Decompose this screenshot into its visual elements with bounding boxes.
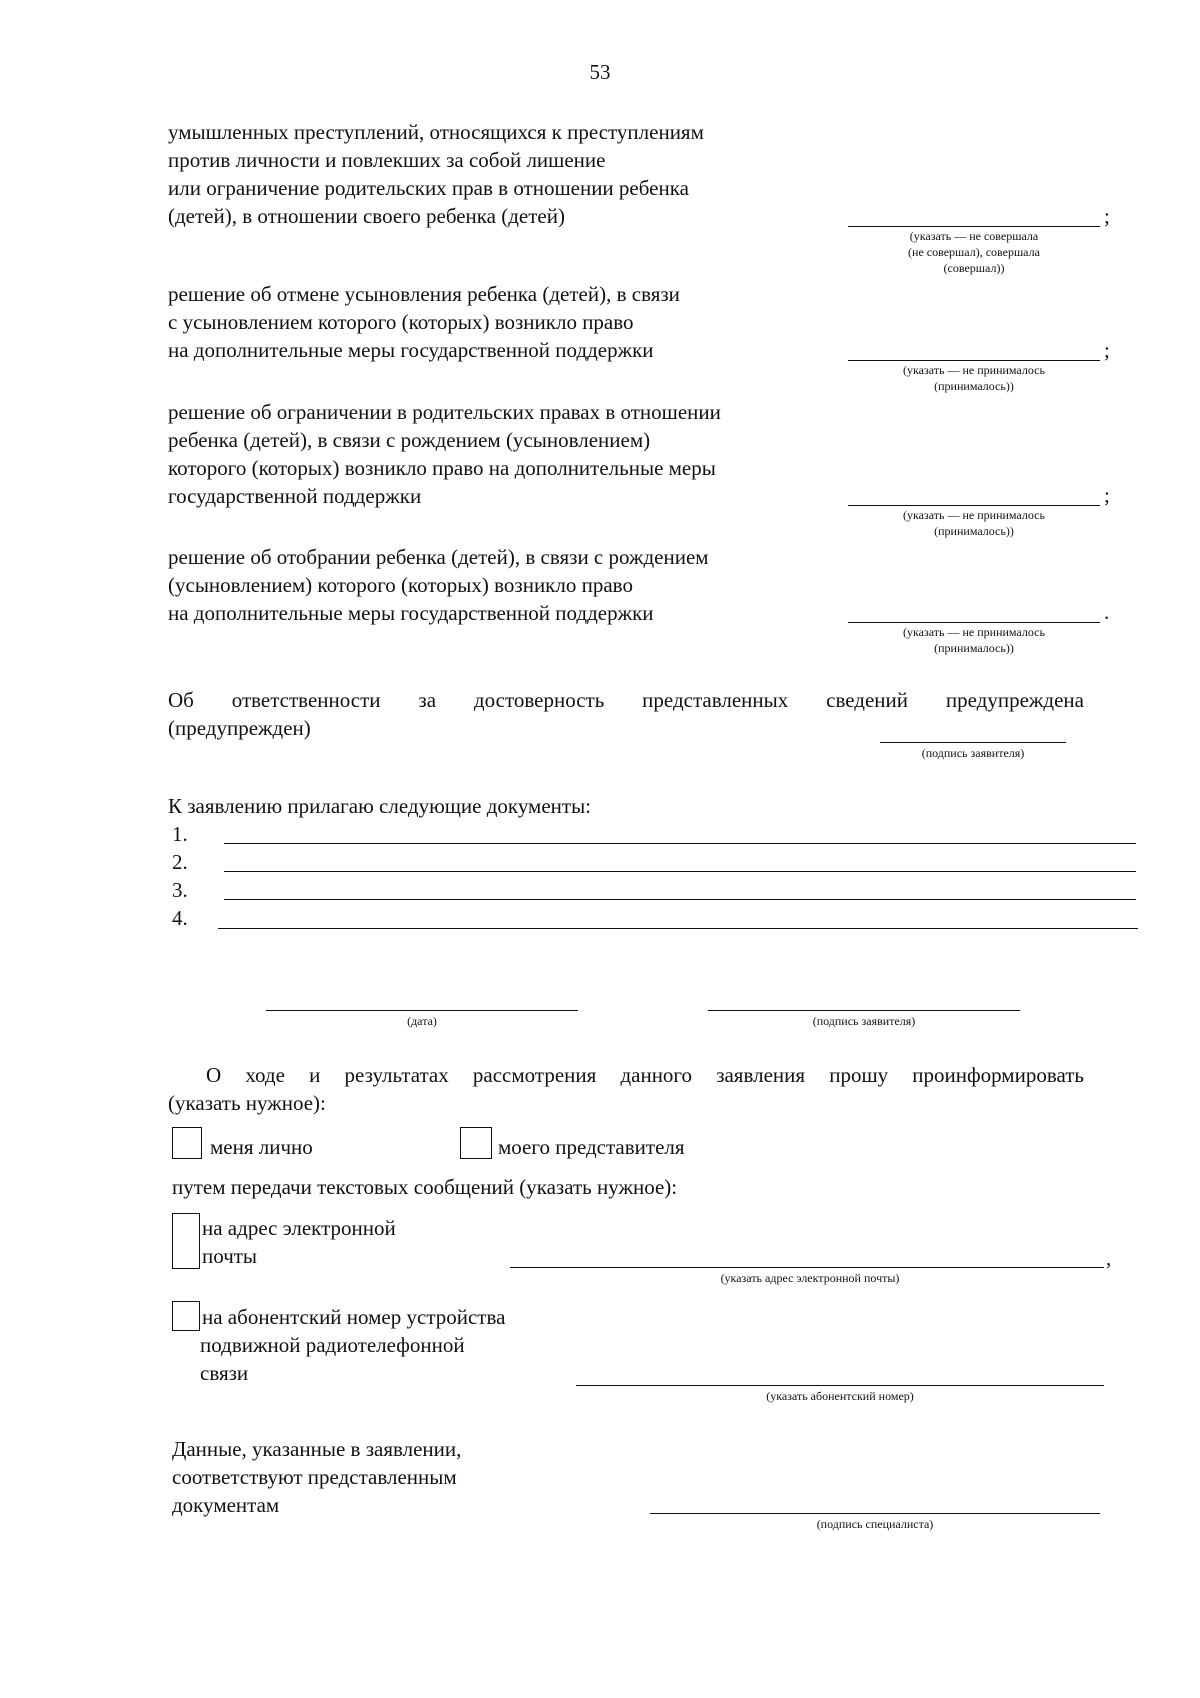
statement-2-hint-2: (принималось)): [934, 379, 1014, 393]
checkbox-personal[interactable]: [172, 1127, 202, 1159]
statement-2-answer-line[interactable]: [848, 360, 1100, 361]
statement-2-line-3: на дополнительные меры государственной поддержки: [168, 338, 654, 362]
responsibility-signature-hint: (подпись заявителя): [921, 746, 1025, 760]
attachment-number-2: 2.: [172, 850, 188, 874]
statement-3-hint-2: (принималось)): [934, 524, 1014, 538]
checkbox-email[interactable]: [172, 1213, 200, 1269]
statement-2-hint: [848, 362, 1100, 394]
date-line[interactable]: [266, 1010, 578, 1011]
checkbox-representative[interactable]: [460, 1127, 492, 1159]
date-hint: (дата): [407, 1014, 437, 1028]
statement-3-line-1: решение об ограничении в родительских правах в отношении: [168, 400, 721, 424]
option-representative-label: моего представителя: [498, 1135, 685, 1159]
attachment-line-3[interactable]: [224, 899, 1136, 900]
statement-1-end: ;: [1104, 204, 1110, 228]
statement-3-line-3: которого (которых) возникло право на дополнительные меры: [168, 456, 716, 480]
applicant-signature-line[interactable]: [708, 1010, 1020, 1011]
verification-text: [172, 1435, 461, 1519]
email-hint: (указать адрес электронной почты): [720, 1271, 900, 1285]
attachment-number-4: 4.: [172, 906, 188, 930]
statement-4-hint-2: (принималось)): [934, 641, 1014, 655]
statement-4-line-1: решение об отобрании ребенка (детей), в связи с рождением: [168, 545, 709, 569]
responsibility-line-2: (предупрежден): [168, 716, 311, 740]
verification-line-1: Данные, указанные в заявлении,: [172, 1437, 462, 1461]
statement-4-hint-1: (указать — не принималось: [903, 625, 1045, 639]
statement-2-line-1: решение об отмене усыновления ребенка (детей), в связи: [168, 282, 680, 306]
statement-1-line-2: против личности и повлекших за собой лишение: [168, 148, 606, 172]
statement-3-hint: [848, 507, 1100, 539]
email-address-line[interactable]: [510, 1267, 1104, 1268]
statement-3: [168, 398, 721, 510]
statement-1-hint: [848, 228, 1100, 276]
email-label-line-2: почты: [202, 1244, 258, 1268]
applicant-signature-hint: (подпись заявителя): [812, 1014, 916, 1028]
statement-4: [168, 543, 709, 627]
statement-4-end: .: [1104, 600, 1110, 624]
statement-3-line-4: государственной поддержки: [168, 484, 422, 508]
statement-3-hint-1: (указать — не принималось: [903, 508, 1045, 522]
statement-1-line-4: (детей), в отношении своего ребенка (детей): [168, 204, 565, 228]
statement-3-end: ;: [1104, 483, 1110, 507]
email-label-line-1: на адрес электронной: [202, 1216, 396, 1240]
statement-4-line-2: (усыновлением) которого (которых) возникло право: [168, 573, 633, 597]
statement-2-line-2: с усыновлением которого (которых) возникло право: [168, 310, 634, 334]
page-number: 53: [589, 60, 611, 84]
statement-1-hint-2: (не совершал), совершала: [908, 245, 1040, 259]
attachments-title: К заявлению прилагаю следующие документы:: [168, 794, 592, 818]
phone-label-line-2: подвижной радиотелефонной: [200, 1333, 465, 1357]
checkbox-phone[interactable]: [172, 1301, 200, 1331]
attachment-line-4[interactable]: [218, 928, 1138, 929]
phone-label: [202, 1303, 505, 1331]
phone-label-cont: [200, 1331, 465, 1387]
responsibility-line-1: Об ответственности за достоверность представленных сведений предупреждена: [168, 688, 1084, 712]
statement-1-line-1: умышленных преступлений, относящихся к преступлениям: [168, 120, 704, 144]
specialist-signature-hint: (подпись специалиста): [816, 1517, 934, 1531]
attachment-number-3: 3.: [172, 878, 188, 902]
statement-1-answer-line[interactable]: [848, 226, 1100, 227]
option-personal-label: меня лично: [210, 1135, 313, 1159]
responsibility-signature-line[interactable]: [880, 742, 1066, 743]
attachment-line-1[interactable]: [224, 843, 1136, 844]
specialist-signature-line[interactable]: [650, 1513, 1100, 1514]
inform-line-1: О ходе и результатах рассмотрения данного заявления прошу проинформировать: [206, 1063, 1084, 1087]
phone-number-line[interactable]: [576, 1385, 1104, 1386]
verification-line-3: документам: [172, 1493, 280, 1517]
phone-hint: (указать абонентский номер): [766, 1389, 914, 1403]
statement-4-answer-line[interactable]: [848, 622, 1100, 623]
email-label: [202, 1214, 396, 1270]
via-text-messages: путем передачи текстовых сообщений (указать нужное):: [172, 1175, 678, 1199]
verification-line-2: соответствуют представленным: [172, 1465, 457, 1489]
statement-3-line-2: ребенка (детей), в связи с рождением (усыновлением): [168, 428, 651, 452]
phone-label-line-1: на абонентский номер устройства: [202, 1305, 506, 1329]
statement-2-end: ;: [1104, 338, 1110, 362]
statement-2-hint-1: (указать — не принималось: [903, 363, 1045, 377]
statement-1-hint-1: (указать — не совершала: [909, 229, 1039, 243]
inform-line-2: (указать нужное):: [168, 1091, 326, 1115]
statement-4-hint: [848, 624, 1100, 656]
attachment-number-1: 1.: [172, 822, 188, 846]
statement-3-answer-line[interactable]: [848, 505, 1100, 506]
phone-label-line-3: связи: [200, 1361, 249, 1385]
statement-1: [168, 118, 704, 230]
statement-1-hint-3: (совершал)): [943, 261, 1005, 275]
statement-1-line-3: или ограничение родительских прав в отношении ребенка: [168, 176, 689, 200]
statement-4-line-3: на дополнительные меры государственной поддержки: [168, 601, 654, 625]
attachment-line-2[interactable]: [224, 871, 1136, 872]
email-end: ,: [1106, 1246, 1112, 1270]
statement-2: [168, 280, 680, 364]
